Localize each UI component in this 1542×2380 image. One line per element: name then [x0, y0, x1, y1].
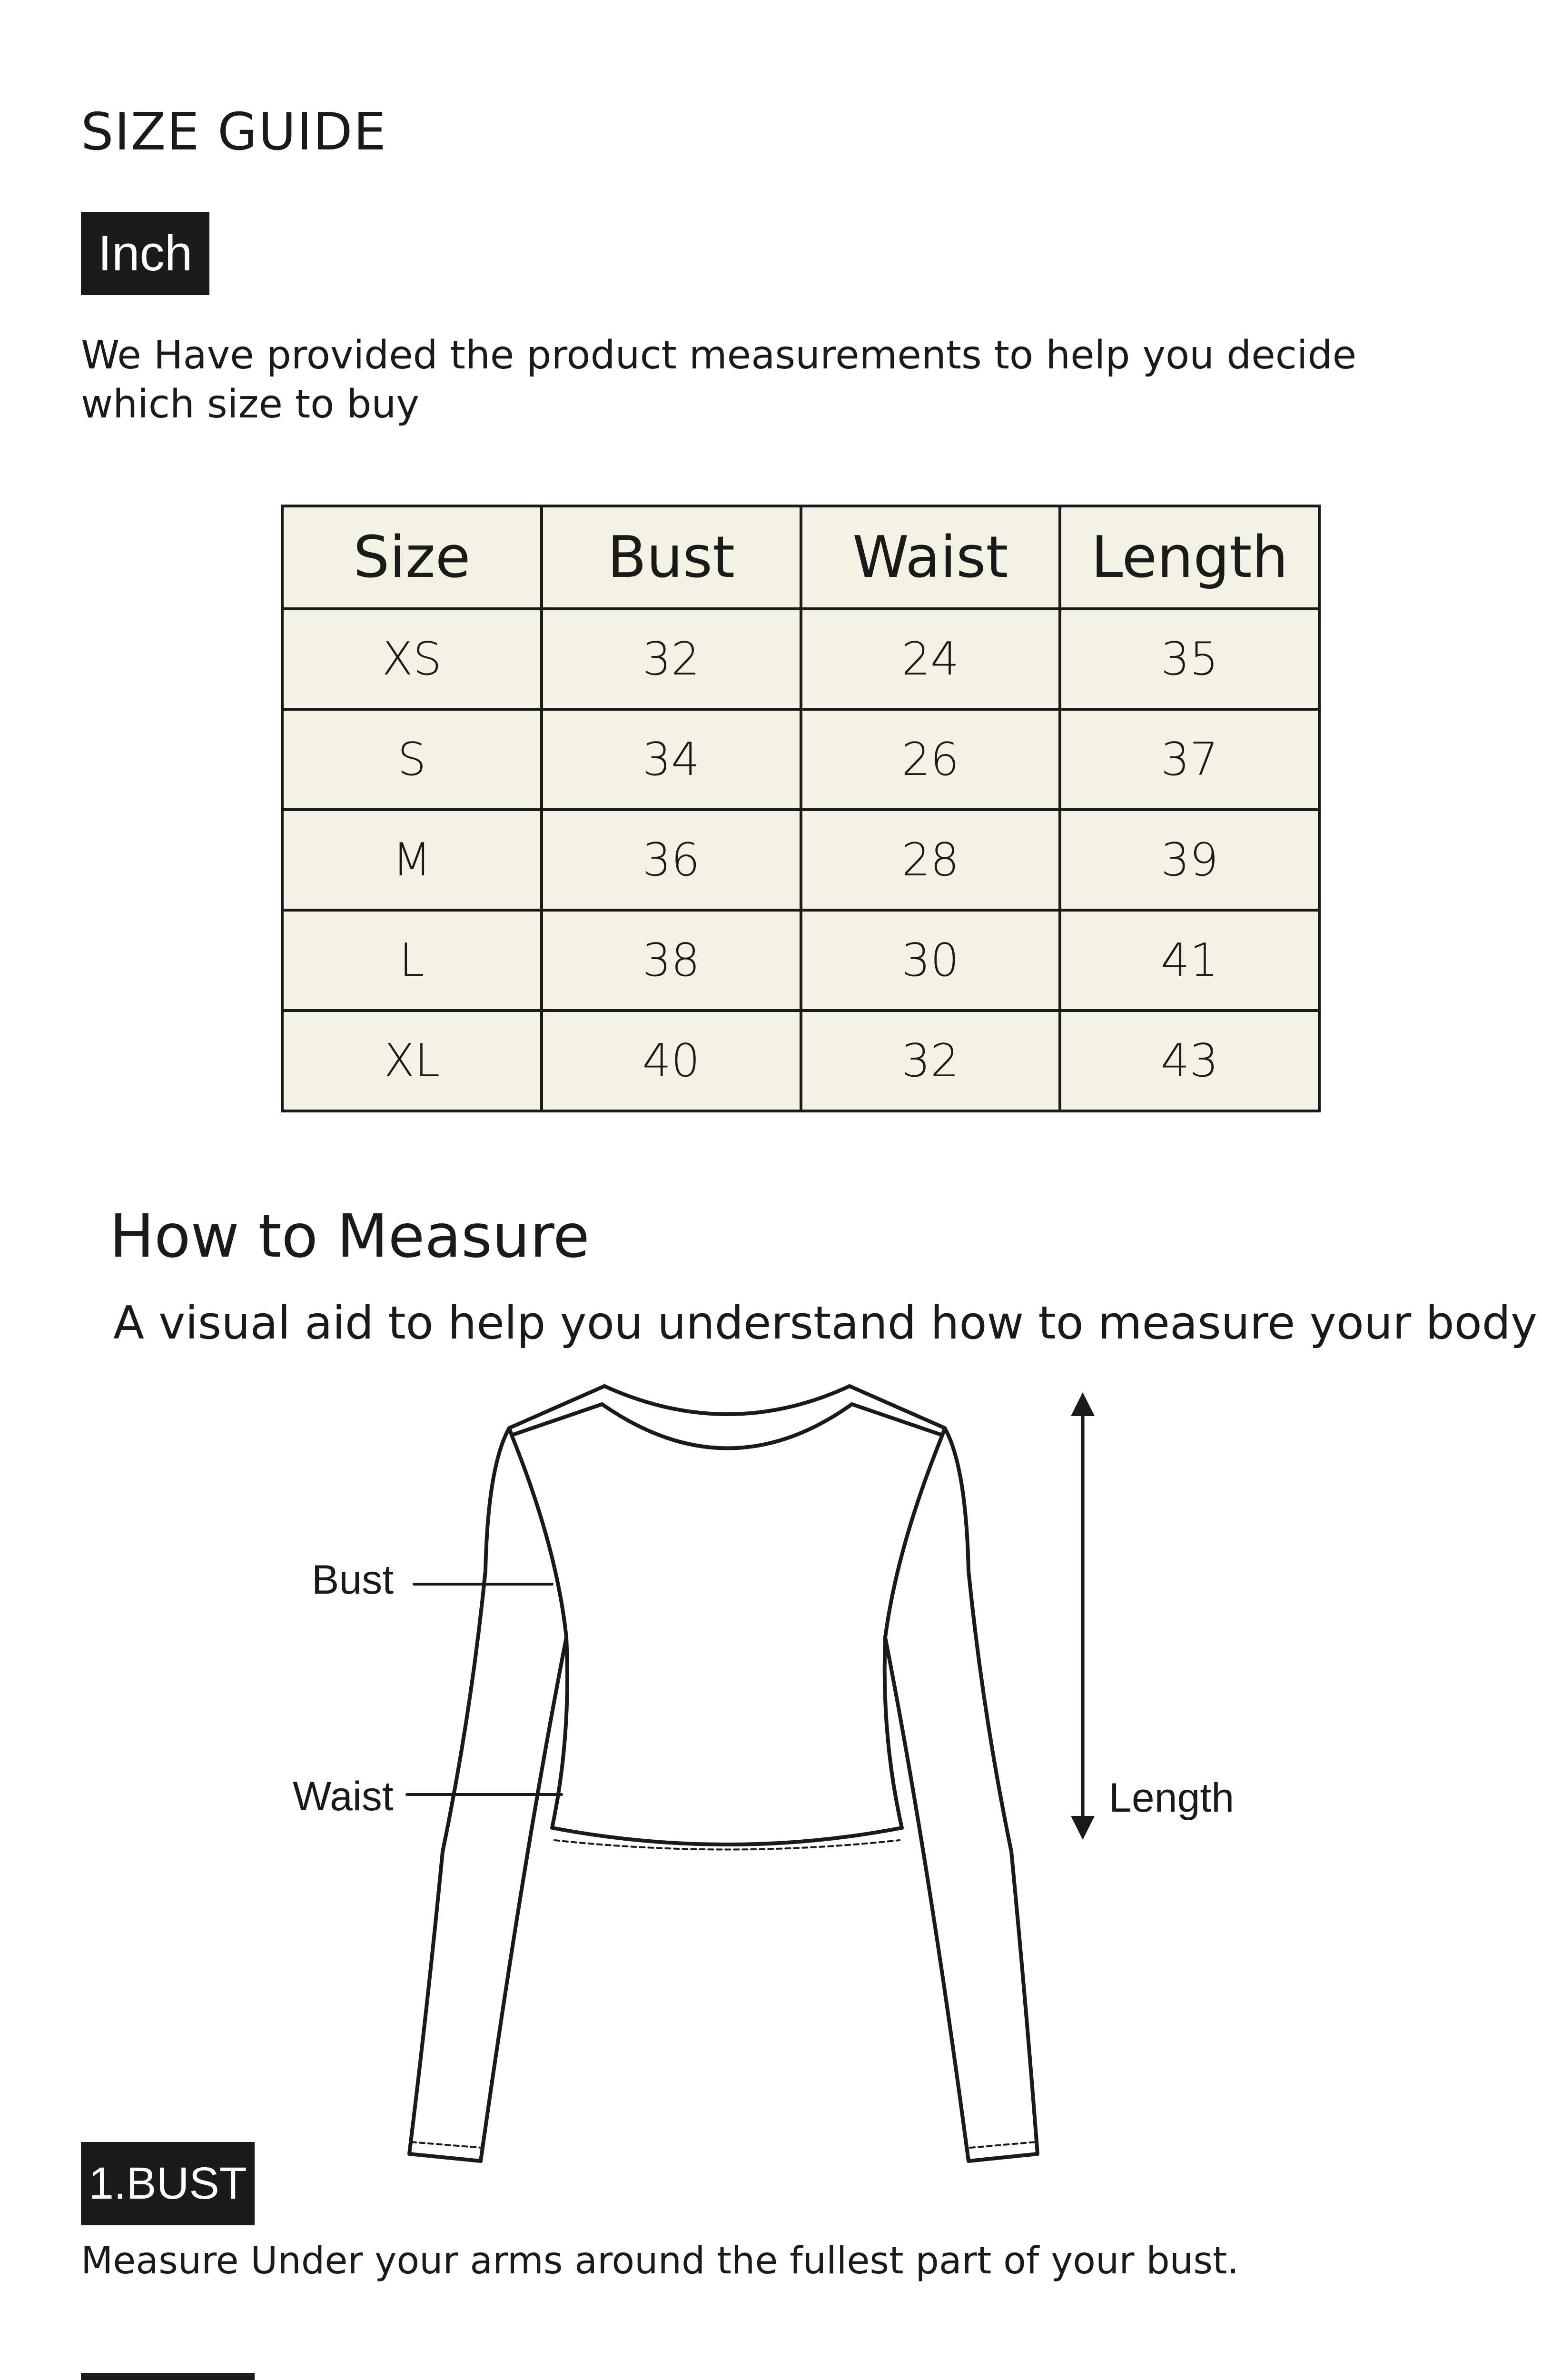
page-title: SIZE GUIDE — [81, 102, 387, 162]
waist-label: Waist — [293, 1774, 394, 1819]
cell-waist: 28 — [801, 810, 1060, 910]
cell-bust: 34 — [542, 709, 801, 810]
length-label: Length — [1109, 1775, 1235, 1821]
cell-length: 43 — [1060, 1011, 1319, 1111]
cell-waist: 26 — [801, 709, 1060, 810]
table-row — [282, 1011, 1319, 1111]
header-bust: Bust — [542, 506, 801, 609]
cell-length: 39 — [1060, 810, 1319, 910]
cell-size: XL — [282, 1011, 542, 1111]
how-to-measure-subtitle: A visual aid to help you understand how to measure your body — [113, 1297, 1538, 1349]
table-header-row — [282, 506, 1319, 609]
cell-size: M — [282, 810, 542, 910]
garment-diagram — [0, 1371, 1542, 2180]
table-row — [282, 910, 1319, 1011]
cell-waist: 32 — [801, 1011, 1060, 1111]
size-table — [281, 505, 1321, 1112]
header-size: Size — [282, 506, 542, 609]
header-length: Length — [1060, 506, 1319, 609]
table-row — [282, 810, 1319, 910]
cell-length: 41 — [1060, 910, 1319, 1011]
bust-label: Bust — [312, 1557, 394, 1603]
cell-waist: 30 — [801, 910, 1060, 1011]
top-illustration — [409, 1386, 1038, 2161]
cell-size: S — [282, 709, 542, 810]
step-tag-waist — [81, 2373, 255, 2380]
header-waist: Waist — [801, 506, 1060, 609]
cell-waist: 24 — [801, 609, 1060, 709]
cell-bust: 36 — [542, 810, 801, 910]
cell-size: XS — [282, 609, 542, 709]
table-row — [282, 609, 1319, 709]
cell-bust: 40 — [542, 1011, 801, 1111]
cell-size: L — [282, 910, 542, 1011]
step-tag-bust: 1.BUST — [81, 2142, 255, 2225]
cell-bust: 38 — [542, 910, 801, 1011]
length-arrow-icon — [1071, 1392, 1095, 1840]
how-to-measure-title: How to Measure — [109, 1202, 590, 1271]
cell-bust: 32 — [542, 609, 801, 709]
cell-length: 35 — [1060, 609, 1319, 709]
step-text-bust: Measure Under your arms around the fullest part of your bust. — [81, 2240, 1239, 2282]
cell-length: 37 — [1060, 709, 1319, 810]
table-row — [282, 709, 1319, 810]
intro-text: We Have provided the product measurements to help you decide which size to buy — [81, 333, 1357, 427]
unit-tag: Inch — [81, 212, 209, 295]
